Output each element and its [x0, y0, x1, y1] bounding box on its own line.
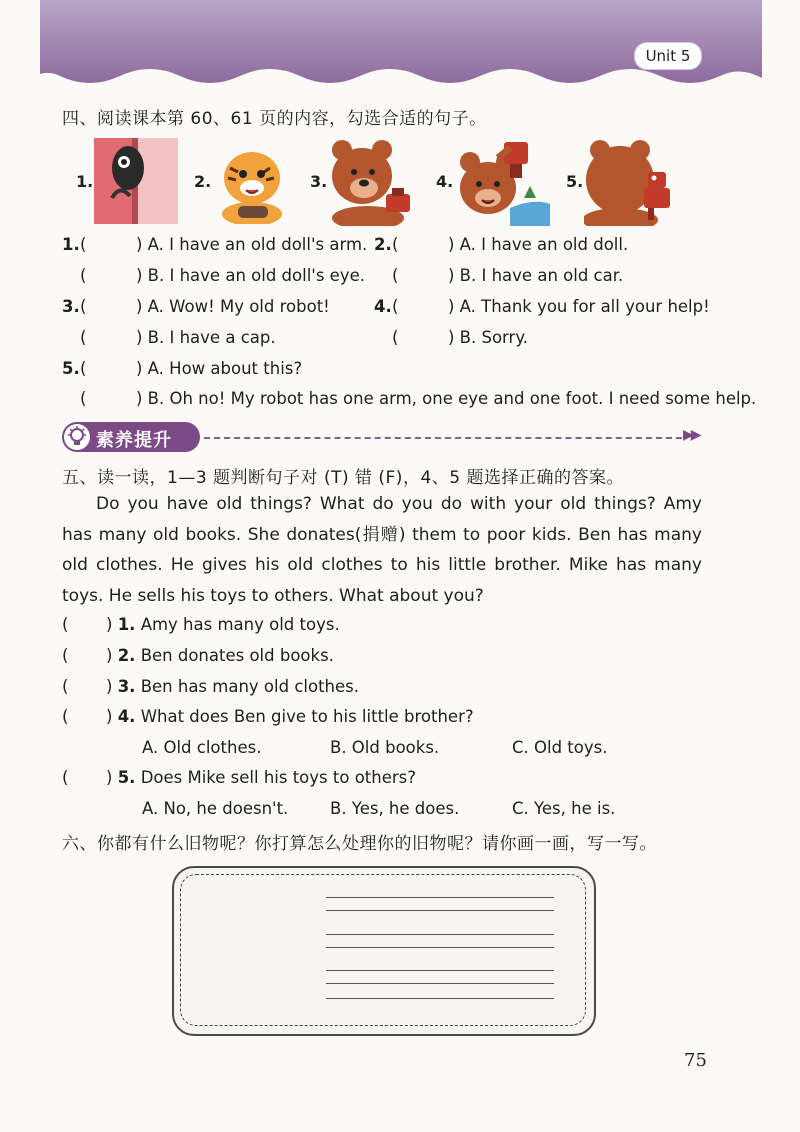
question-1-option-a [62, 235, 367, 254]
answer-paren[interactable]: ( [62, 707, 69, 726]
question-4-number: 4. [374, 297, 392, 316]
option-text: ) A. I have an old doll. [448, 235, 629, 254]
writing-line[interactable] [326, 947, 554, 948]
q4-option-c[interactable]: C. Old toys. [512, 738, 608, 757]
answer-paren[interactable]: ( [80, 235, 87, 254]
option-text: ) A. How about this? [136, 359, 303, 378]
writing-line[interactable] [326, 998, 554, 999]
page-number: 75 [684, 1050, 707, 1071]
item-number: 1. [117, 615, 136, 634]
choice-item-4 [62, 707, 474, 726]
paren-close: ) [106, 768, 113, 787]
writing-line[interactable] [326, 983, 554, 984]
section-divider [204, 437, 682, 439]
item-number: 3. [117, 677, 136, 696]
answer-paren[interactable]: ( [392, 297, 399, 316]
question-2-number: 2. [374, 235, 392, 254]
bear-with-robot-icon [584, 138, 684, 226]
skills-badge-label: 素养提升 [96, 430, 172, 451]
option-text: ) A. Wow! My old robot! [136, 297, 330, 316]
tf-item-1 [62, 615, 340, 634]
unit-label: Unit 5 [634, 42, 702, 70]
q5-option-a[interactable]: A. No, he doesn't. [142, 799, 289, 818]
q5-option-b[interactable]: B. Yes, he does. [330, 799, 460, 818]
q5-option-c[interactable]: C. Yes, he is. [512, 799, 616, 818]
answer-paren[interactable]: ( [62, 768, 69, 787]
question-4-option-b [392, 328, 528, 347]
choice-item-5 [62, 768, 416, 787]
option-text: ) B. Sorry. [448, 328, 528, 347]
q4-option-a[interactable]: A. Old clothes. [142, 738, 262, 757]
question-4-option-a [374, 297, 710, 316]
tiger-with-doll-icon [212, 138, 296, 224]
item-number: 5. [117, 768, 136, 787]
writing-line[interactable] [326, 897, 554, 898]
writing-line[interactable] [326, 970, 554, 971]
writing-line[interactable] [326, 934, 554, 935]
section-6-title: 六、你都有什么旧物呢？你打算怎么处理你的旧物呢？请你画一画，写一写。 [62, 834, 657, 854]
tf-item-3 [62, 677, 359, 696]
answer-paren[interactable]: ( [80, 359, 87, 378]
bear-holding-robot-icon [328, 138, 420, 226]
picture-4-label: 4. [436, 172, 454, 191]
section-4-title: 四、阅读课本第 60、61 页的内容，勾选合适的句子。 [62, 109, 487, 129]
picture-2-label: 2. [194, 172, 212, 191]
question-5-number: 5. [62, 359, 80, 378]
section-5-title: 五、读一读，1—3 题判断句子对 (T) 错 (F)，4、5 题选择正确的答案。 [62, 468, 624, 488]
option-text: ) B. I have a cap. [136, 328, 276, 347]
answer-paren[interactable]: ( [80, 266, 87, 285]
answer-paren[interactable]: ( [392, 266, 399, 285]
answer-paren[interactable]: ( [62, 677, 69, 696]
lightbulb-icon [64, 424, 90, 450]
question-3-number: 3. [62, 297, 80, 316]
q4-option-b[interactable]: B. Old books. [330, 738, 440, 757]
option-text: ) B. Oh no! My robot has one arm, one eye and one foot. I need some help. [136, 389, 757, 408]
paren-close: ) [106, 615, 113, 634]
answer-paren[interactable]: ( [62, 615, 69, 634]
question-1-option-b [80, 266, 365, 285]
answer-paren[interactable]: ( [62, 646, 69, 665]
question-5-option-b [80, 389, 756, 408]
option-text: ) A. Thank you for all your help! [448, 297, 710, 316]
paren-close: ) [106, 707, 113, 726]
item-number: 2. [117, 646, 136, 665]
picture-1-label: 1. [76, 172, 94, 191]
question-3-option-b [80, 328, 276, 347]
paren-close: ) [106, 646, 113, 665]
answer-paren[interactable]: ( [80, 297, 87, 316]
option-text: ) A. I have an old doll's arm. [136, 235, 368, 254]
paren-close: ) [106, 677, 113, 696]
question-2-option-a [374, 235, 628, 254]
option-text: ) B. I have an old doll's eye. [136, 266, 365, 285]
item-text: Ben has many old clothes. [140, 677, 359, 696]
tf-item-2 [62, 646, 334, 665]
writing-line[interactable] [326, 910, 554, 911]
monster-at-door-icon [94, 138, 178, 224]
question-5-option-a [62, 359, 302, 378]
option-text: ) B. I have an old car. [448, 266, 624, 285]
item-text: Ben donates old books. [140, 646, 334, 665]
double-arrow-icon: ▶▶ [683, 427, 699, 443]
question-2-option-b [392, 266, 623, 285]
item-number: 4. [117, 707, 136, 726]
question-1-number: 1. [62, 235, 80, 254]
answer-paren[interactable]: ( [392, 328, 399, 347]
bear-lifting-robot-icon [454, 138, 550, 226]
item-text: Amy has many old toys. [140, 615, 340, 634]
answer-paren[interactable]: ( [80, 389, 87, 408]
answer-paren[interactable]: ( [80, 328, 87, 347]
item-text: Does Mike sell his toys to others? [140, 768, 416, 787]
picture-5-label: 5. [566, 172, 584, 191]
question-3-option-a [62, 297, 330, 316]
answer-paren[interactable]: ( [392, 235, 399, 254]
item-text: What does Ben give to his little brother? [140, 707, 474, 726]
picture-3-label: 3. [310, 172, 328, 191]
reading-passage: Do you have old things? What do you do with your old things? Amy has many old books. She donates(捐赠) them to poor kids. Ben has many old clothes. He gives his old clothes to his little brother. Mike has many toys. He sells his toys to others. What about you? [62, 494, 702, 606]
